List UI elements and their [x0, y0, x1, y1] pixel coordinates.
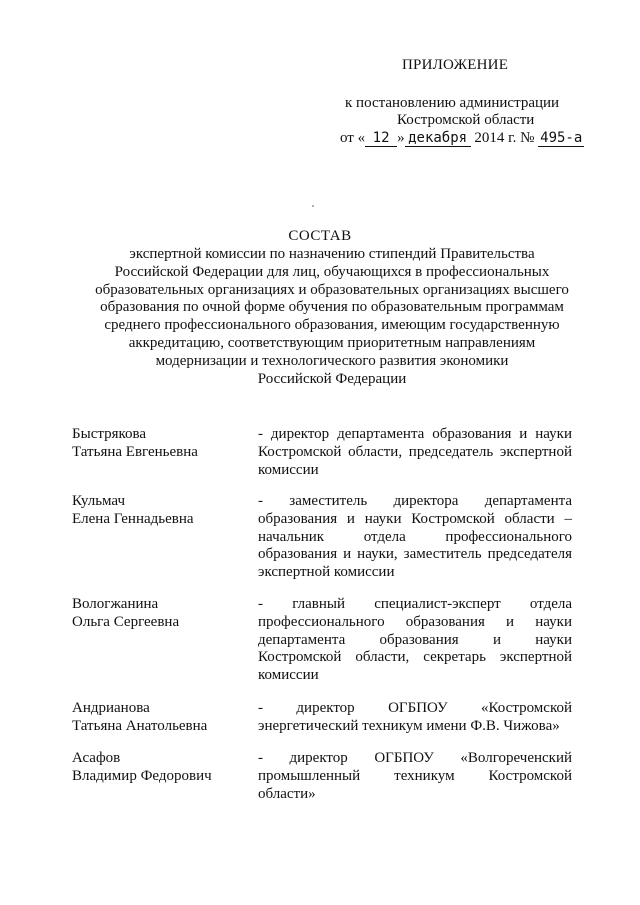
member-given-name: Ольга Сергеевна [72, 613, 180, 630]
subtitle-line: Российской Федерации [257, 370, 407, 387]
subtitle-line: экспертной комиссии по назначению стипендий Правительства [129, 246, 535, 262]
role-line: Костромской области, секретарь экспертной [258, 649, 572, 666]
role-line: комиссии [258, 667, 319, 684]
role-line: энергетический техникум имени Ф.В. Чижова» [258, 717, 560, 734]
member-given-name: Елена Геннадьевна [72, 510, 194, 527]
role-line: профессионального образования и науки [258, 613, 572, 630]
member-name [72, 596, 242, 632]
member-role [258, 750, 572, 803]
document-number: 495-а [540, 130, 583, 146]
member-role [258, 493, 572, 582]
member-name [72, 700, 242, 736]
appendix-title: ПРИЛОЖЕНИЕ [402, 57, 509, 73]
role-line: комиссии [258, 461, 319, 478]
role-line: Костромской области, председатель экспертной [258, 443, 572, 460]
member-surname: Андрианова [72, 700, 150, 716]
member-role [258, 700, 572, 736]
header-region-line: Костромской области [397, 112, 535, 128]
header-resolution-line: к постановлению администрации [345, 95, 560, 111]
role-line: области» [258, 785, 316, 802]
role-line: начальник отдела профессионального [258, 528, 572, 545]
member-given-name: Татьяна Анатольевна [72, 717, 208, 734]
member-surname: Быстрякова [72, 426, 147, 442]
member-name [72, 426, 242, 462]
subtitle-line: модернизации и технологического развития экономики [155, 352, 509, 369]
role-line: - заместитель директора департамента [258, 493, 572, 509]
member-role [258, 596, 572, 685]
member-name [72, 750, 242, 786]
subtitle-line: Российской Федерации для лиц, обучающихся в профессиональных [114, 263, 550, 280]
role-line: департамента образования и науки [258, 631, 572, 648]
scan-dot [312, 205, 314, 207]
date-prefix: от « [340, 130, 366, 146]
member-name [72, 493, 242, 529]
role-line: промышленный техникум Костромской [258, 767, 572, 784]
member-given-name: Владимир Федорович [72, 767, 212, 784]
header-date-line [340, 130, 584, 147]
member-given-name: Татьяна Евгеньевна [72, 443, 198, 460]
member-surname: Кульмач [72, 493, 126, 509]
role-line: образования и науки, заместитель председателя [258, 546, 572, 563]
subtitle-line: аккредитацию, соответствующим приоритетным направлениям [128, 334, 536, 351]
role-line: - директор ОГБПОУ «Костромской [258, 700, 572, 716]
subtitle-line: образовательных организациях и образовательных организациях высшего [95, 281, 569, 298]
date-mid: » [397, 130, 405, 146]
date-year: 2014 г. № [474, 130, 535, 146]
date-month: декабря [405, 131, 471, 147]
document-subtitle [70, 246, 594, 388]
role-line: - директор департамента образования и науки [258, 426, 572, 442]
member-role [258, 426, 572, 479]
role-line: экспертной комиссии [258, 564, 395, 581]
subtitle-line: образования по очной форме обучения по образовательным программам [100, 299, 564, 316]
date-day: 12 [365, 131, 397, 147]
member-surname: Асафов [72, 750, 121, 766]
member-surname: Вологжанина [72, 596, 159, 612]
document-title: СОСТАВ [288, 228, 352, 244]
subtitle-line: среднего профессионального образования, имеющим государственную [104, 317, 560, 334]
role-line: образования и науки Костромской области – [258, 510, 572, 527]
role-line: - главный специалист-эксперт отдела [258, 596, 572, 612]
role-line: - директор ОГБПОУ «Волгореченский [258, 750, 572, 766]
